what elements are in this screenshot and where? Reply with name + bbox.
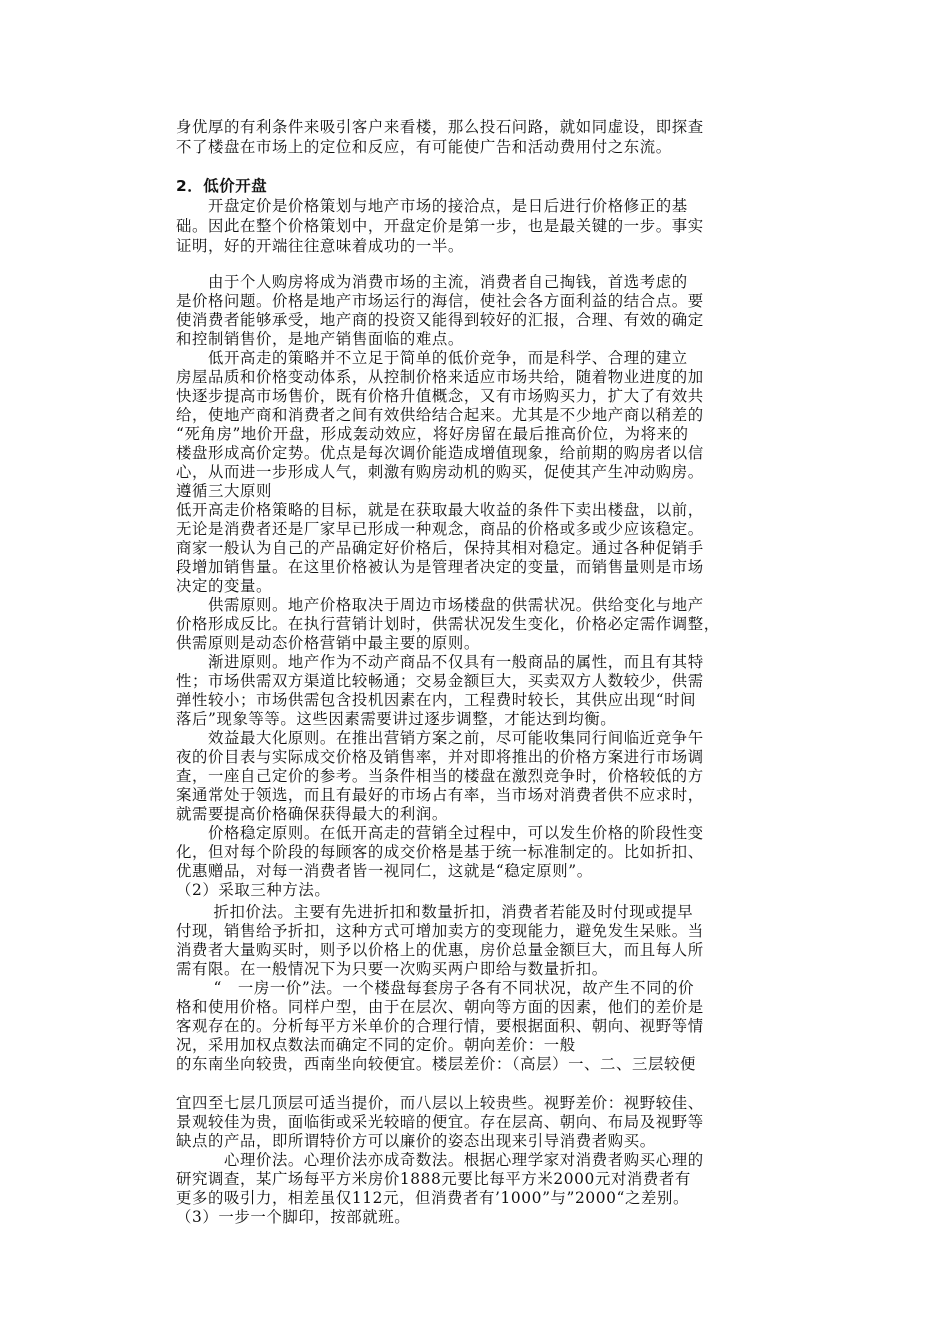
text-line: 和控制销售价，是地产销售面临的难点。 [176,330,464,348]
text-line: 不了楼盘在市场上的定位和反应，有可能使广告和活动费用付之东流。 [176,138,672,156]
text-line: 心理价法。心理价法亦成奇数法。根据心理学家对消费者购买心理的 [176,1151,704,1169]
text-line: 的东南坐向较贵，西南坐向较便宜。楼层差价：（高层）一、二、三层较便 [176,1055,696,1073]
text-line: 缺点的产品，即所谓特价方可以廉价的姿态出现来引导消费者购买。 [176,1132,656,1150]
text-line: 身优厚的有利条件来吸引客户来看楼，那么投石问路，就如同虚设，即探查 [176,118,704,136]
text-line: 商家一般认为自己的产品确定好价格后，保持其相对稳定。通过各种促销手 [176,539,704,557]
text-line: 落后”现象等等。这些因素需要讲过逐步调整，才能达到均衡。 [176,710,617,728]
text-line: 使消费者能够承受，地产商的投资又能得到较好的汇报，合理、有效的确定 [176,311,704,329]
text-line: 需有限。在一般情况下为只要一次购买两户即给与数量折扣。 [176,960,608,978]
text-line: 渐进原则。地产作为不动产商品不仅具有一般商品的属性，而且有其特 [176,653,704,671]
text-line: 证明，好的开端往往意味着成功的一半。 [176,237,464,255]
text-line: 查，一座自己定价的参考。当条件相当的楼盘在激烈竞争时，价格较低的方 [176,767,704,785]
text-line: 由于个人购房将成为消费市场的主流，消费者自己掏钱，首选考虑的 [176,273,688,291]
text-line: 效益最大化原则。在推出营销方案之前，尽可能收集同行间临近竞争午 [176,729,704,747]
text-line: 供需原则是动态价格营销中最主要的原则。 [176,634,480,652]
text-line: 研究调查，某广场每平方米房价1888元要比每平方米2000元对消费者有 [176,1170,691,1188]
text-line: 给，使地产商和消费者之间有效供给结合起来。尤其是不少地产商以稍差的 [176,406,704,424]
text-line: 快逐步提高市场售价，既有价格升值概念，又有市场购买力，扩大了有效共 [176,387,704,405]
text-line: 供需原则。地产价格取决于周边市场楼盘的供需状况。供给变化与地产 [176,596,704,614]
text-line: 消费者大量购买时，则予以价格上的优惠，房价总量金额巨大，而且每人所 [176,941,704,959]
text-line: 低开高走的策略并不立足于简单的低价竞争，而是科学、合理的建立 [176,349,688,367]
text-line: 性；市场供需双方渠道比较畅通；交易金额巨大，买卖双方人数较少，供需 [176,672,704,690]
text-line: 无论是消费者还是厂家早已形成一种观念，商品的价格或多或少应该稳定。 [176,520,704,538]
text-line: 案通常处于领选，而且有最好的市场占有率，当市场对消费者供不应求时， [176,786,704,804]
text-line: 弹性较小；市场供需包含投机因素在内，工程费时较长，其供应出现“时间 [176,691,697,709]
text-line: 夜的价目表与实际成交价格及销售率，并对即将推出的价格方案进行市场调 [176,748,704,766]
text-line: 房屋品质和价格变动体系，从控制价格来适应市场共给，随着物业进度的加 [176,368,704,386]
text-line: 段增加销售量。在这里价格被认为是管理者决定的变量，而销售量则是市场 [176,558,704,576]
text-line: 优惠赠品，对每一消费者皆一视同仁，这就是“稳定原则”。 [176,862,593,880]
text-line: 开盘定价是价格策划与地产市场的接洽点，是日后进行价格修正的基 [176,197,688,215]
text-line: 格和使用价格。同样户型，由于在层次、朝向等方面的因素，他们的差价是 [176,998,704,1016]
text-line: “ 一房一价”法。一个楼盘每套房子各有不同状况，故产生不同的价 [176,979,695,997]
text-line: 宜四至七层几顶层可适当提价，而八层以上较贵些。视野差价：视野较佳、 [176,1094,704,1112]
text-line: “死角房”地价开盘，形成轰动效应，将好房留在最后推高价位，为将来的 [176,425,689,443]
text-line: 价格稳定原则。在低开高走的营销全过程中，可以发生价格的阶段性变 [176,824,704,842]
text-line: 决定的变量。 [176,577,272,595]
text-line: （3）一步一个脚印，按部就班。 [176,1208,411,1226]
subheading-line: 遵循三大原则 [176,482,272,500]
text-line: 就需要提高价格确保获得最大的利润。 [176,805,448,823]
text-line: 付现，销售给予折扣，这种方式可增加卖方的变现能力，避免发生呆账。当 [176,922,704,940]
text-line: 景观较佳为贵，面临街或采光较暗的便宜。存在层高、朝向、布局及视野等 [176,1113,704,1131]
text-line: 况，采用加权点数法而确定不同的定价。朝向差价：一般 [176,1036,576,1054]
text-line: 低开高走价格策略的目标，就是在获取最大收益的条件下卖出楼盘，以前， [176,501,704,519]
text-line: 是价格问题。价格是地产市场运行的海信，使社会各方面利益的结合点。要 [176,292,704,310]
text-line: 折扣价法。主要有先进折扣和数量折扣，消费者若能及时付现或提早 [176,903,694,921]
text-line: 价格形成反比。在执行营销计划时，供需状况发生变化，价格必定需作调整， [176,615,720,633]
subheading-line: （2）采取三种方法。 [176,881,331,899]
text-line: 更多的吸引力，相差虽仅112元，但消费者有’1000”与”2000“之差别。 [176,1189,689,1207]
text-line: 化，但对每个阶段的每顾客的成交价格是基于统一标准制定的。比如折扣、 [176,843,704,861]
section-heading: 2．低价开盘 [176,177,268,195]
text-line: 心，从而进一步形成人气，刺激有购房动机的购买，促使其产生冲动购房。 [176,463,704,481]
text-line: 楼盘形成高价定势。优点是每次调价能造成增值现象，给前期的购房者以信 [176,444,704,462]
text-line: 客观存在的。分析每平方米单价的合理行情，要根据面积、朝向、视野等情 [176,1017,704,1035]
text-line: 础。因此在整个价格策划中，开盘定价是第一步，也是最关键的一步。事实 [176,217,704,235]
